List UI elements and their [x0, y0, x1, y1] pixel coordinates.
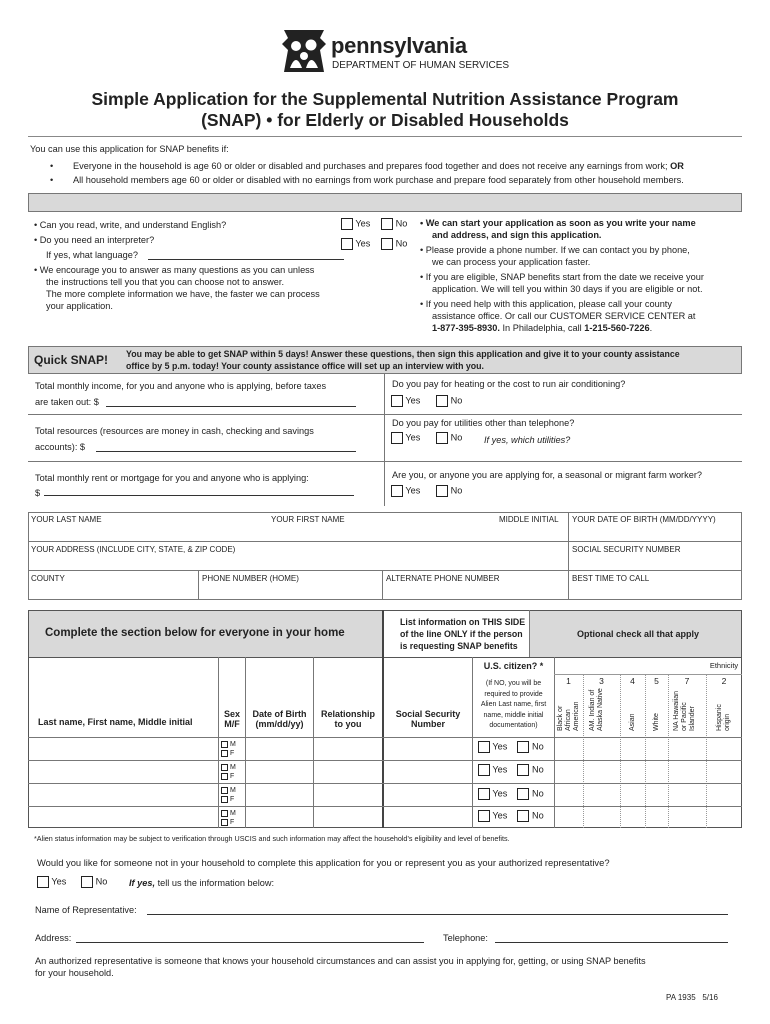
info-bullet-2: • Please provide a phone number. If we can contact you by phone, — [420, 245, 690, 255]
qs-row-1-line — [28, 414, 742, 415]
page-title-line1: Simple Application for the Supplemental Nutrition Assistance Program — [91, 89, 679, 109]
info-b4-l2: assistance office. Or call our CUSTOMER SERVICE CENTER at — [432, 311, 696, 321]
rent-label-l1: Total monthly rent or mortgage for you and anyone who is applying: — [35, 473, 309, 483]
rep-name-input[interactable] — [147, 914, 728, 915]
citizen-note-l2: required to provide — [484, 690, 543, 698]
rep-name-label: Name of Representative: — [35, 905, 137, 915]
col-ssn-label: Social Security Number — [395, 709, 461, 729]
english-no-checkbox[interactable] — [381, 218, 393, 230]
english-no-option[interactable] — [381, 218, 407, 230]
applicant-info-box — [28, 512, 742, 600]
last-name-field[interactable]: YOUR LAST NAME — [31, 515, 102, 524]
table-row[interactable]: M F — [221, 809, 236, 827]
language-q2-sub: If yes, what language? — [46, 250, 138, 260]
util-no-option[interactable] — [436, 432, 462, 444]
info-b2-l2: we can process your application faster. — [432, 257, 591, 267]
info-bullet-3: • If you are eligible, SNAP benefits start from the date we receive your — [420, 272, 704, 282]
applicant-vline-1 — [568, 512, 569, 600]
citizen-yes-checkbox[interactable] — [478, 788, 490, 800]
race-divider-2 — [620, 674, 621, 828]
rep-yes-checkbox[interactable] — [37, 876, 49, 888]
table-row[interactable]: M F — [221, 786, 236, 804]
rep-address-label: Address: — [35, 933, 72, 943]
english-no-label: No — [395, 218, 408, 229]
race-divider-3 — [645, 674, 646, 828]
best-time-field[interactable]: BEST TIME TO CALL — [572, 574, 650, 583]
eth-label-hispanic: Hispanic origin — [716, 704, 731, 731]
col-dob-label: Date of Birth (mm/dd/yy) — [252, 709, 307, 729]
heat-yes-label: Yes — [405, 395, 421, 406]
info-b3-l2: application. We will tell you within 30 days if you are eligible or not. — [432, 284, 703, 294]
sex-m-checkbox[interactable] — [221, 810, 228, 817]
language-q3-l4: your application. — [46, 301, 113, 311]
sex-m-checkbox[interactable] — [221, 787, 228, 794]
county-field[interactable]: COUNTY — [31, 574, 65, 583]
pa-logo — [280, 28, 328, 74]
heat-yes-option[interactable] — [391, 395, 420, 407]
language-bullet-3: • We encourage you to answer as many questions as you can unless — [34, 265, 315, 275]
optional-label: Optional check all that apply — [577, 629, 700, 639]
info-bullet-1: • We can start your application as soon as you write your name — [420, 218, 696, 228]
race-label-white: White — [653, 713, 660, 731]
sex-m-checkbox[interactable] — [221, 741, 228, 748]
sex-m-checkbox[interactable] — [221, 764, 228, 771]
middle-initial-field[interactable]: MIDDLE INITIAL — [499, 515, 559, 524]
intro-bullet-2-text: All household members age 60 or older or disabled with no earnings from work purchase and prepare food separately from other household members. — [73, 175, 684, 185]
race-num-7: 7 — [684, 676, 690, 686]
income-label-l2: are taken out: $ — [35, 397, 99, 407]
resources-input-line[interactable] — [96, 451, 356, 452]
rep-no-option[interactable] — [81, 876, 107, 888]
col-line-rel — [313, 657, 314, 828]
farm-no-label: No — [450, 485, 463, 496]
farm-yes-checkbox[interactable] — [391, 485, 403, 497]
english-yes-label: Yes — [355, 218, 371, 229]
race-label-asian: Asian — [629, 713, 636, 731]
col-rel-label: Relationship to you — [320, 709, 375, 729]
quick-snap-label: Quick SNAP! — [34, 353, 109, 367]
farm-worker-question: Are you, or anyone you are applying for, a seasonal or migrant farm worker? — [392, 470, 702, 480]
rent-input-line[interactable] — [44, 495, 354, 496]
heat-no-option[interactable] — [436, 395, 462, 407]
race-num-3: 3 — [599, 676, 604, 686]
ethnicity-label: Ethnicity — [709, 661, 739, 670]
citizen-note — [473, 679, 554, 732]
org-dept: DEPARTMENT OF HUMAN SERVICES — [332, 60, 510, 71]
heat-no-checkbox[interactable] — [436, 395, 448, 407]
interpreter-yes-checkbox[interactable] — [341, 238, 353, 250]
heat-yes-checkbox[interactable] — [391, 395, 403, 407]
income-label-l1: Total monthly income, for you and anyone who is applying, before taxes — [35, 381, 327, 391]
household-section-title: Complete the section below for everyone in your home — [45, 627, 345, 639]
row-line-4 — [28, 806, 742, 807]
util-no-checkbox[interactable] — [436, 432, 448, 444]
section-bar-1 — [28, 193, 742, 212]
rep-yes-label: Yes — [51, 876, 67, 887]
rep-address-input[interactable] — [76, 942, 424, 943]
interpreter-yes-option[interactable] — [341, 238, 370, 250]
table-row[interactable]: M F — [221, 763, 236, 781]
language-q2: Do you need an interpreter? — [39, 235, 155, 245]
farm-no-checkbox[interactable] — [436, 485, 448, 497]
language-q3-l2: the instructions tell you that you can choose not to answer. — [46, 277, 284, 287]
table-row[interactable]: M F — [221, 740, 236, 758]
race-divider-5 — [706, 674, 707, 828]
interpreter-no-option[interactable] — [381, 238, 407, 250]
keystone-family-icon — [280, 28, 328, 74]
rep-yes-option[interactable] — [37, 876, 66, 888]
citizen-note-l4: name, middle initial — [483, 711, 544, 719]
citizen-note-l1: (If NO, you will be — [485, 680, 542, 687]
sex-f-checkbox[interactable] — [221, 750, 228, 757]
citizen-yes-checkbox[interactable] — [478, 741, 490, 753]
rep-no-checkbox[interactable] — [81, 876, 93, 888]
list-info-l2: of the line ONLY if the person — [400, 629, 523, 639]
race-label-nahawaiian: NA Hawaiian or Pacific Islander — [673, 690, 696, 731]
eth-num-2: 2 — [721, 676, 727, 686]
rep-if-yes: If yes, tell us the information below: — [129, 878, 275, 888]
util-yes-label: Yes — [405, 432, 421, 443]
race-label-black: Black or African American — [557, 701, 580, 731]
language-q1: Can you read, write, and understand English? — [39, 220, 227, 230]
page-title-line2: (SNAP) • for Elderly or Disabled Households — [201, 110, 569, 130]
race-num-1: 1 — [566, 676, 571, 686]
col-line-opt — [529, 610, 530, 657]
form-id: PA 1935 5/16 — [666, 993, 718, 1002]
citizen-yes-checkbox[interactable] — [478, 764, 490, 776]
row-line-3 — [28, 783, 742, 784]
sex-f-checkbox[interactable] — [221, 819, 228, 826]
farm-yes-label: Yes — [405, 485, 421, 496]
first-name-field[interactable]: YOUR FIRST NAME — [271, 515, 345, 524]
phone-alt-field[interactable]: ALTERNATE PHONE NUMBER — [386, 574, 500, 583]
util-yes-option[interactable] — [391, 432, 420, 444]
rep-question: Would you like for someone not in your household to complete this application for you or represent you as your authorized representative? — [37, 857, 610, 868]
intro-bullet-2: • — [50, 175, 54, 185]
applicant-row-line-1 — [28, 541, 742, 542]
language-bullet-1: • Can you read, write, and understand English? — [34, 220, 227, 230]
citizen-yes-no[interactable]: Yes No — [478, 788, 544, 800]
intro-bullet-1-text: Everyone in the household is age 60 or older or disabled and purchases and prepares food together and does not receive any earnings from work; OR — [73, 161, 684, 171]
citizen-no-checkbox[interactable] — [517, 764, 529, 776]
heat-no-label: No — [450, 395, 463, 406]
quick-snap-text-l2: office by 5 p.m. today! Your county assistance office will set up an interview with you. — [126, 361, 484, 371]
col-name-label: Last name, First name, Middle initial — [38, 717, 193, 727]
race-num-5: 5 — [654, 676, 659, 686]
org-name: pennsylvania — [331, 33, 467, 58]
col-sex-label: Sex M/F — [223, 709, 240, 729]
race-divider-1 — [583, 674, 584, 828]
race-num-4: 4 — [630, 676, 635, 686]
applicant-vline-3 — [382, 570, 383, 600]
col-line-dob — [245, 657, 246, 828]
col-citizen-label: U.S. citizen? * — [483, 661, 544, 671]
resources-label-l2: accounts): $ — [35, 442, 86, 452]
race-divider-4 — [668, 674, 669, 828]
address-field[interactable]: YOUR ADDRESS (INCLUDE CITY, STATE, & ZIP CODE) — [31, 545, 236, 554]
title-divider — [28, 136, 742, 137]
rep-note-l1: An authorized representative is someone that knows your household circumstances and can assist you in applying for, getting, or using SNAP benefits — [35, 956, 646, 966]
info-b4-phones: 1-877-395-8930. In Philadelphia, call 1-215-560-7226. — [432, 323, 653, 333]
farm-no-option[interactable] — [436, 485, 462, 497]
applicant-vline-2 — [198, 570, 199, 600]
row-line-2 — [28, 760, 742, 761]
interpreter-yes-label: Yes — [355, 238, 371, 249]
citizen-yes-no[interactable]: Yes No — [478, 810, 544, 822]
dob-field[interactable]: YOUR DATE OF BIRTH (MM/DD/YYYY) — [572, 515, 716, 524]
applicant-row-line-2 — [28, 570, 742, 571]
race-label-amindian: AM. Indian of Alaska Native — [589, 688, 604, 731]
interpreter-no-label: No — [395, 238, 408, 249]
col-line-sex — [218, 657, 219, 828]
citizen-no-checkbox[interactable] — [517, 741, 529, 753]
citizen-note-l3: Alien Last name, first — [480, 701, 547, 708]
citizen-note-l5: documentation) — [489, 722, 538, 729]
info-bullet-4: • If you need help with this application, please call your county — [420, 299, 672, 309]
rent-label-l2: $ — [35, 488, 41, 498]
citizen-yes-no[interactable]: Yes No — [478, 764, 544, 776]
alien-note: *Alien status information may be subject to verification through USCIS and such information may affect the household’s eligibility and level of benefits. — [34, 834, 510, 843]
intro-lead: You can use this application for SNAP benefits if: — [30, 144, 229, 154]
english-yes-checkbox[interactable] — [341, 218, 353, 230]
util-yes-checkbox[interactable] — [391, 432, 403, 444]
rep-note-l2: for your household. — [35, 968, 114, 978]
language-input-line[interactable] — [148, 259, 344, 260]
qs-row-2-line — [28, 461, 742, 462]
english-yes-option[interactable] — [341, 218, 370, 230]
quick-snap-divider — [384, 374, 385, 506]
heat-question: Do you pay for heating or the cost to run air conditioning? — [392, 379, 626, 389]
citizen-yes-checkbox[interactable] — [478, 810, 490, 822]
language-q3-l3: The more complete information we have, the faster we can process — [46, 289, 320, 299]
rep-phone-label: Telephone: — [443, 933, 488, 943]
rep-no-label: No — [95, 876, 108, 887]
language-bullet-2: • Do you need an interpreter? — [34, 235, 155, 245]
ssn-field[interactable]: SOCIAL SECURITY NUMBER — [572, 545, 681, 554]
sex-f-checkbox[interactable] — [221, 773, 228, 780]
info-b1-l2: and address, and sign this application. — [432, 230, 602, 240]
rep-phone-input[interactable] — [495, 942, 728, 943]
resources-label-l1: Total resources (resources are money in cash, checking and savings — [35, 426, 314, 436]
citizen-no-checkbox[interactable] — [517, 788, 529, 800]
quick-snap-text-l1: You may be able to get SNAP within 5 days! Answer these questions, then sign this application and give it to your county assistance — [126, 349, 680, 359]
utilities-question: Do you pay for utilities other than telephone? — [392, 418, 575, 428]
citizen-no-checkbox[interactable] — [517, 810, 529, 822]
intro-bullet-1: • — [50, 161, 54, 171]
phone-home-field[interactable]: PHONE NUMBER (HOME) — [202, 574, 299, 583]
sex-f-checkbox[interactable] — [221, 796, 228, 803]
household-header-line — [28, 657, 742, 658]
util-no-label: No — [450, 432, 463, 443]
row-line-1 — [28, 737, 742, 738]
list-info-l1: List information on THIS SIDE — [400, 617, 526, 627]
utilities-which: If yes, which utilities? — [484, 435, 571, 445]
citizen-yes-no[interactable]: Yes No — [478, 741, 544, 753]
farm-yes-option[interactable] — [391, 485, 420, 497]
interpreter-no-checkbox[interactable] — [381, 238, 393, 250]
list-info-l3: is requesting SNAP benefits — [400, 641, 518, 651]
income-input-line[interactable] — [106, 406, 356, 407]
